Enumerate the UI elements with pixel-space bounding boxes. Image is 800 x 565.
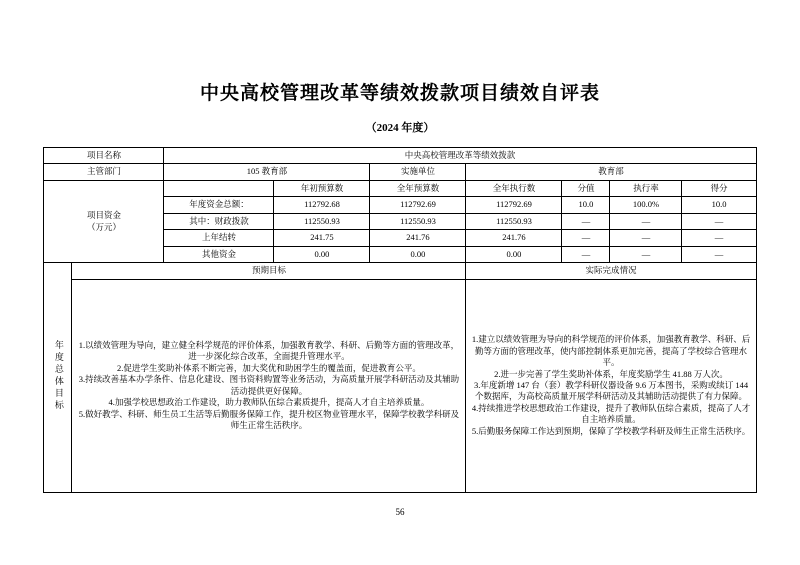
fund-row-label: 其他资金 [164, 246, 274, 262]
annual-overall-goal-label-text: 年度总体目标 [53, 339, 64, 412]
fund-exec-rate: 100.0% [610, 197, 682, 213]
expected-goal-header: 预期目标 [72, 263, 466, 279]
fund-year-budget: 0.00 [370, 246, 466, 262]
fund-score: 10.0 [682, 197, 756, 213]
expected-goal-item: 5.做好教学、科研、师生员工生活等后勤服务保障工作，提升校区物业管理水平，保障学校教学科研及师生正常生活秩序。 [78, 408, 460, 431]
funds-label-line2: （万元） [86, 221, 121, 232]
actual-goal-item: 5.后勤服务保障工作达到预期，保障了学校教学科研及师生正常生活秩序。 [471, 425, 751, 436]
fund-score-value: 10.0 [562, 197, 610, 213]
funds-label [44, 180, 164, 262]
fund-score-value: — [562, 230, 610, 246]
fund-row-label: 其中：财政拨款 [164, 213, 274, 229]
fund-score: — [682, 246, 756, 262]
fund-year-exec: 112550.93 [466, 213, 562, 229]
actual-goal-item: 3.年度新增 147 台（套）教学科研仪器设备 9.6 万本图书，采购或续订 144 个数据库，为高校高质量开展学科研活动及其辅助活动提供了有力保障。 [473, 380, 749, 402]
actual-goal-item: 4.持续推进学校思想政治工作建设，提升了教师队伍综合素质，提高了人才自主培养质量。 [471, 402, 751, 425]
expected-goal-item: 1.以绩效管理为导向，建立健全科学规范的评价体系，加强教育教学、科研、后勤等方面的管理改革，进一步深化综合改革，全面提升管理水平。 [78, 339, 460, 362]
col-header-score: 得分 [682, 180, 756, 196]
table-row-project-name [44, 148, 756, 164]
fund-exec-rate: — [610, 246, 682, 262]
page-title: 中央高校管理改革等绩效拨款项目绩效自评表 [199, 83, 600, 104]
fund-begin-budget: 241.75 [274, 230, 370, 246]
fund-row-label: 年度资金总额： [164, 197, 274, 213]
col-header-begin-budget-spacer [164, 180, 274, 196]
fund-exec-rate: — [610, 213, 682, 229]
funds-label-line1: 项目资金 [86, 210, 121, 221]
performance-self-evaluation-table [43, 147, 756, 493]
project-name-value: 中央高校管理改革等绩效拨款 [164, 148, 756, 164]
fund-exec-rate: — [610, 230, 682, 246]
page-number: 56 [395, 506, 405, 517]
expected-goal-item: 2.促进学生奖助补体系不断完善，加大奖优和助困学生的覆盖面，促进教育公平。 [117, 362, 421, 373]
fund-row-label: 上年结转 [164, 230, 274, 246]
fund-year-budget: 241.76 [370, 230, 466, 246]
page-subtitle: （2024 年度） [365, 122, 435, 134]
fund-begin-budget: 112792.68 [274, 197, 370, 213]
col-header-exec-rate: 执行率 [610, 180, 682, 196]
project-name-label: 项目名称 [44, 148, 164, 164]
fund-year-exec: 112792.69 [466, 197, 562, 213]
table-row-department [44, 164, 756, 180]
actual-goal-item: 2.进一步完善了学生奖助补体系，年度奖励学生 41.88 万人次。 [494, 368, 728, 379]
department-label: 主管部门 [44, 164, 164, 180]
unit-label: 实施单位 [370, 164, 466, 180]
fund-year-exec: 0.00 [466, 246, 562, 262]
fund-score: — [682, 230, 756, 246]
table-row-goal-content [44, 279, 756, 492]
col-header-year-exec: 全年执行数 [466, 180, 562, 196]
col-header-score-value: 分值 [562, 180, 610, 196]
annual-overall-goal-label [44, 263, 72, 492]
fund-score: — [682, 213, 756, 229]
fund-year-budget: 112792.69 [370, 197, 466, 213]
fund-year-exec: 241.76 [466, 230, 562, 246]
unit-value: 教育部 [466, 164, 756, 180]
fund-begin-budget: 0.00 [274, 246, 370, 262]
fund-begin-budget: 112550.93 [274, 213, 370, 229]
expected-goal-item: 4.加强学校思想政治工作建设，助力教师队伍综合素质提升，提高人才自主培养质量。 [108, 397, 430, 408]
fund-score-value: — [562, 246, 610, 262]
fund-score-value: — [562, 213, 610, 229]
expected-goal-content [72, 279, 466, 492]
fund-year-budget: 112550.93 [370, 213, 466, 229]
department-value: 105 教育部 [164, 164, 370, 180]
expected-goal-item: 3.持续改善基本办学条件、信息化建设、图书资料购置等业务活动，为高质量开展学科研活动及其辅助活动提供更好保障。 [78, 374, 460, 396]
table-row-goal-headers [44, 263, 756, 279]
table-row-fund-headers [44, 180, 756, 196]
col-header-year-budget: 全年预算数 [370, 180, 466, 196]
actual-goal-content [466, 279, 756, 492]
actual-goal-header: 实际完成情况 [466, 263, 756, 279]
actual-goal-item: 1.建立以绩效管理为导向的科学规范的评价体系，加强教育教学、科研、后勤等方面的管理改革，使内部控制体系更加完善，提高了学校综合管理水平。 [471, 334, 751, 368]
col-header-begin-budget: 年初预算数 [274, 180, 370, 196]
